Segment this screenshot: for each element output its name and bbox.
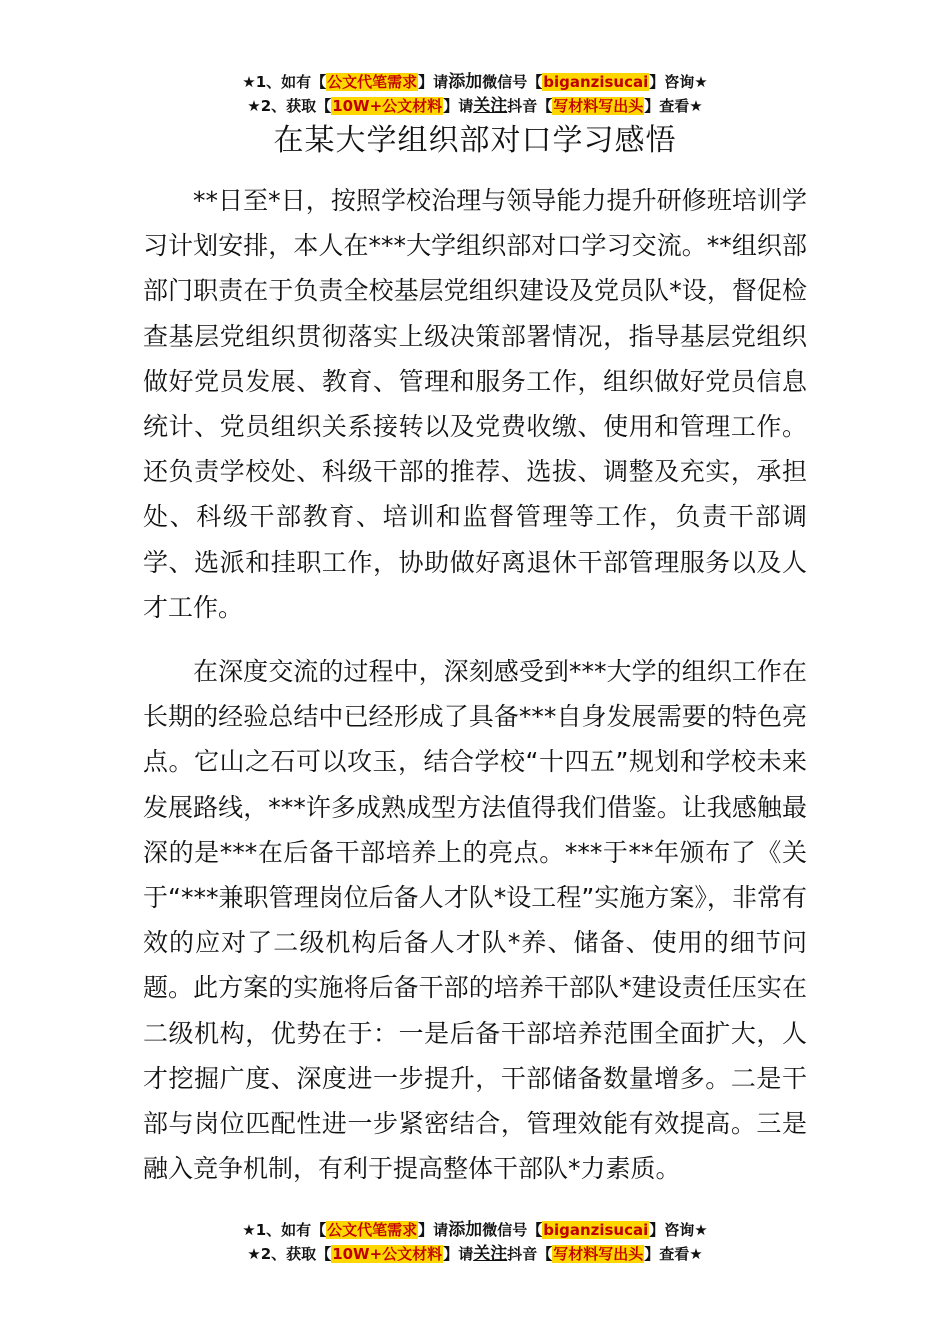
footer-ad-line-1: ★1、如有【公文代笔需求】请添加微信号【biganzisucai】咨询★ <box>242 1220 708 1240</box>
header-ad-line-2: ★2、获取【10W+公文材料】请关注抖音【写材料写出头】查看★ <box>247 96 703 116</box>
document-title: 在某大学组织部对口学习感悟 <box>273 123 677 158</box>
header-ad-line-1: ★1、如有【公文代笔需求】请添加微信号【biganzisucai】咨询★ <box>242 72 708 92</box>
ad-highlight-materials: 10W+公文材料 <box>332 97 443 115</box>
ad-emphasis-add: 添加 <box>448 1220 483 1240</box>
ad-highlight-materials: 10W+公文材料 <box>332 1245 443 1263</box>
footer-ad-banner <box>0 1218 950 1266</box>
paragraph-1: **日至*日，按照学校治理与领导能力提升研修班培训学习计划安排，本人在***大学组织部对口学习交流。**组织部部门职责在于负责全校基层党组织建设及党员队*设，督促检查基层党组织贯彻落实上级决策部署情况，指导基层党组织做好党员发展、教育、管理和服务工作，组织做好党员信息统计、党员组织关系接转以及党费收缴、使用和管理工作。还负责学校处、科级干部的推荐、选拔、调整及充实，承担处、科级干部教育、培训和监督管理等工作，负责干部调学、选派和挂职工作，协助做好离退休干部管理服务以及人才工作。 <box>143 186 807 622</box>
document-body <box>143 178 807 1191</box>
ad-highlight-service: 公文代笔需求 <box>327 73 418 91</box>
footer-ad-line-2: ★2、获取【10W+公文材料】请关注抖音【写材料写出头】查看★ <box>247 1244 703 1264</box>
ad-highlight-service: 公文代笔需求 <box>327 1221 418 1239</box>
ad-douyin-account[interactable]: 写材料写出头 <box>553 1245 644 1263</box>
ad-douyin-account[interactable]: 写材料写出头 <box>553 97 644 115</box>
header-ad-banner <box>0 70 950 118</box>
ad-wechat-id[interactable]: biganzisucai <box>543 73 649 91</box>
ad-wechat-id[interactable]: biganzisucai <box>543 1221 649 1239</box>
ad-emphasis-follow: 关注 <box>473 1244 508 1264</box>
ad-emphasis-add: 添加 <box>448 72 483 92</box>
ad-emphasis-follow: 关注 <box>473 96 508 116</box>
paragraph-2: 在深度交流的过程中，深刻感受到***大学的组织工作在长期的经验总结中已经形成了具备***自身发展需要的特色亮点。它山之石可以攻玉，结合学校“十四五”规划和学校未来发展路线，***许多成熟成型方法值得我们借鉴。让我感触最深的是***在后备干部培养上的亮点。***于**年颁布了《关于“***兼职管理岗位后备人才队*设工程”实施方案》，非常有效的应对了二级机构后备人才队*养、储备、使用的细节问题。此方案的实施将后备干部的培养干部队*建设责任压实在二级机构，优势在于：一是后备干部培养范围全面扩大，人才挖掘广度、深度进一步提升，干部储备数量增多。二是干部与岗位匹配性进一步紧密结合，管理效能有效提高。三是融入竞争机制，有利于提高整体干部队*力素质。 <box>143 657 807 1184</box>
